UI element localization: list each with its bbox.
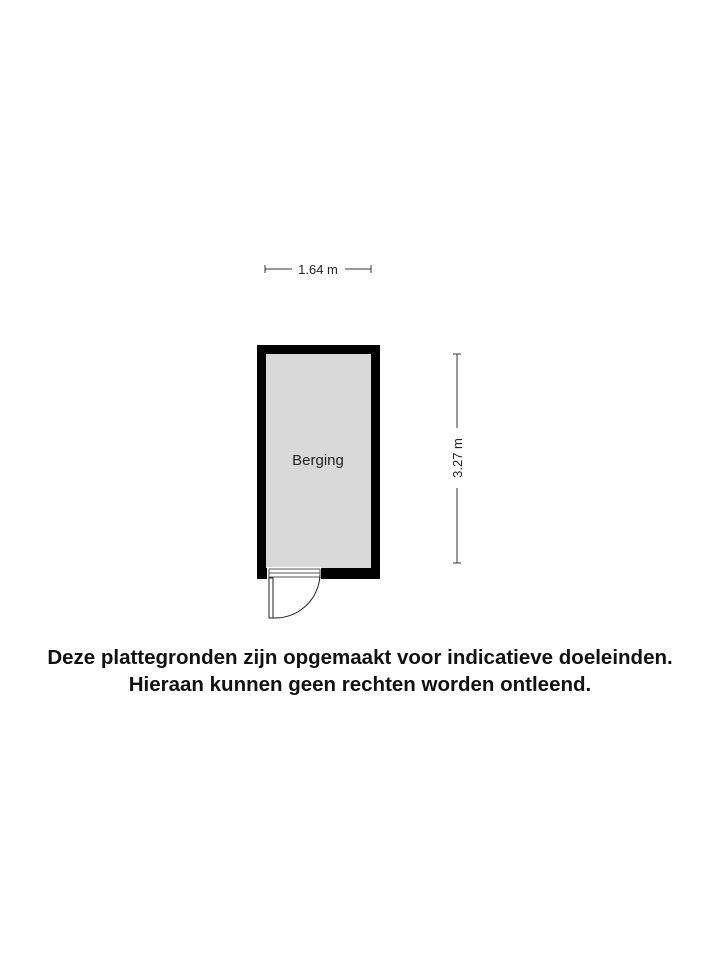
door [269, 575, 320, 618]
disclaimer-line-2: Hieraan kunnen geen rechten worden ontleend. [128, 673, 592, 696]
room-label: Berging [292, 452, 344, 469]
height-dimension [450, 354, 465, 563]
height-dimension-label: 3.27 m [450, 438, 465, 478]
width-dimension [265, 262, 371, 277]
door-leaf [269, 578, 273, 618]
door-swing-arc [273, 575, 320, 618]
width-dimension-label: 1.64 m [298, 262, 338, 277]
disclaimer-line-1: Deze plattegronden zijn opgemaakt voor indicatieve doeleinden. [47, 646, 673, 669]
